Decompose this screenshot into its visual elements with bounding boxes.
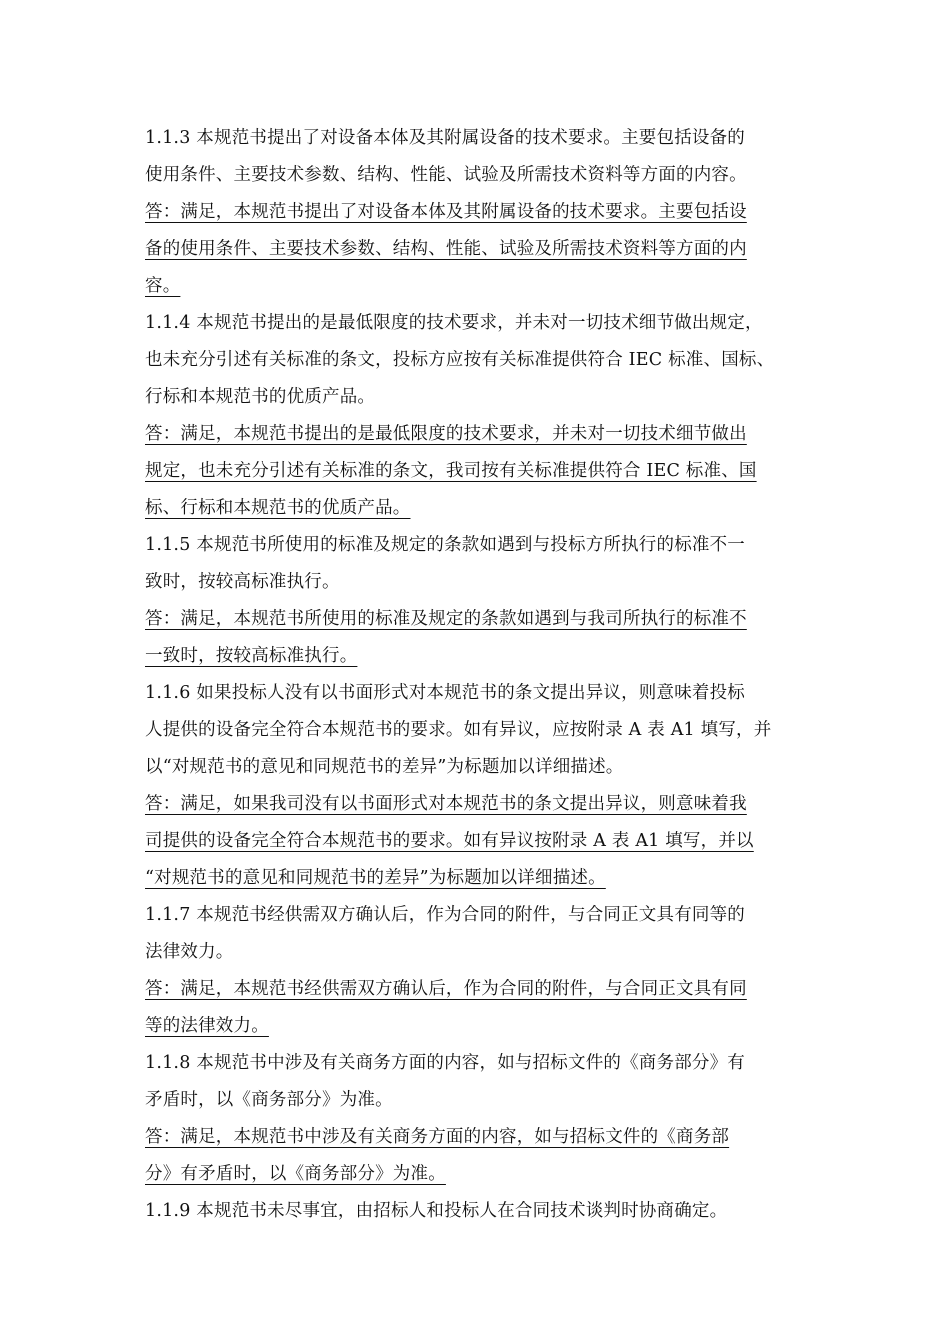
reply-1-1-8-line-1: 答：满足，本规范书中涉及有关商务方面的内容，如与招标文件的《商务部	[145, 1127, 730, 1147]
clause-1-1-6-line-3: 以“对规范书的意见和同规范书的差异”为标题加以详细描述。	[145, 757, 624, 777]
clause-1-1-4-line-1: 1.1.4 本规范书提出的是最低限度的技术要求，并未对一切技术细节做出规定，	[145, 313, 763, 333]
reply-1-1-7-line-2: 等的法律效力。	[145, 1016, 269, 1036]
clause-1-1-7-line-1: 1.1.7 本规范书经供需双方确认后，作为合同的附件，与合同正文具有同等的	[145, 905, 745, 925]
reply-1-1-3-line-2: 备的使用条件、主要技术参数、结构、性能、试验及所需技术资料等方面的内	[145, 239, 747, 259]
clause-1-1-9-line-1: 1.1.9 本规范书未尽事宜，由招标人和投标人在合同技术谈判时协商确定。	[145, 1201, 728, 1221]
clause-1-1-7-line-2: 法律效力。	[145, 942, 234, 962]
clause-1-1-5-line-2: 致时，按较高标准执行。	[145, 572, 340, 592]
clause-1-1-5-line-1: 1.1.5 本规范书所使用的标准及规定的条款如遇到与投标方所执行的标准不一	[145, 535, 745, 555]
reply-1-1-4-line-1: 答：满足，本规范书提出的是最低限度的技术要求，并未对一切技术细节做出	[145, 424, 747, 444]
reply-1-1-3-line-3: 容。	[145, 276, 181, 296]
reply-1-1-3-line-1: 答：满足，本规范书提出了对设备本体及其附属设备的技术要求。主要包括设	[145, 202, 747, 222]
reply-1-1-7-line-1: 答：满足，本规范书经供需双方确认后，作为合同的附件，与合同正文具有同	[145, 979, 747, 999]
reply-1-1-6-line-3: “对规范书的意见和同规范书的差异”为标题加以详细描述。	[145, 868, 606, 888]
clause-1-1-4-line-3: 行标和本规范书的优质产品。	[145, 387, 376, 407]
clause-1-1-6-line-1: 1.1.6 如果投标人没有以书面形式对本规范书的条文提出异议，则意味着投标	[145, 683, 745, 703]
reply-1-1-4-line-3: 标、行标和本规范书的优质产品。	[145, 498, 411, 518]
clause-1-1-8-line-2: 矛盾时，以《商务部分》为准。	[145, 1090, 393, 1110]
clause-1-1-3-line-1: 1.1.3 本规范书提出了对设备本体及其附属设备的技术要求。主要包括设备的	[145, 128, 745, 148]
reply-1-1-5-line-1: 答：满足，本规范书所使用的标准及规定的条款如遇到与我司所执行的标准不	[145, 609, 747, 629]
clause-1-1-4-line-2: 也未充分引述有关标准的条文，投标方应按有关标准提供符合 IEC 标准、国标、	[145, 350, 775, 370]
clause-1-1-3-line-2: 使用条件、主要技术参数、结构、性能、试验及所需技术资料等方面的内容。	[145, 165, 747, 185]
reply-1-1-5-line-2: 一致时，按较高标准执行。	[145, 646, 358, 666]
clause-1-1-6-line-2: 人提供的设备完全符合本规范书的要求。如有异议，应按附录 A 表 A1 填写，并	[145, 720, 772, 740]
reply-1-1-6-line-2: 司提供的设备完全符合本规范书的要求。如有异议按附录 A 表 A1 填写，并以	[145, 831, 754, 851]
reply-1-1-4-line-2: 规定，也未充分引述有关标准的条文，我司按有关标准提供符合 IEC 标准、国	[145, 461, 757, 481]
document-body	[145, 120, 815, 1230]
clause-1-1-8-line-1: 1.1.8 本规范书中涉及有关商务方面的内容，如与招标文件的《商务部分》有	[145, 1053, 745, 1073]
reply-1-1-8-line-2: 分》有矛盾时，以《商务部分》为准。	[145, 1164, 446, 1184]
reply-1-1-6-line-1: 答：满足，如果我司没有以书面形式对本规范书的条文提出异议，则意味着我	[145, 794, 747, 814]
